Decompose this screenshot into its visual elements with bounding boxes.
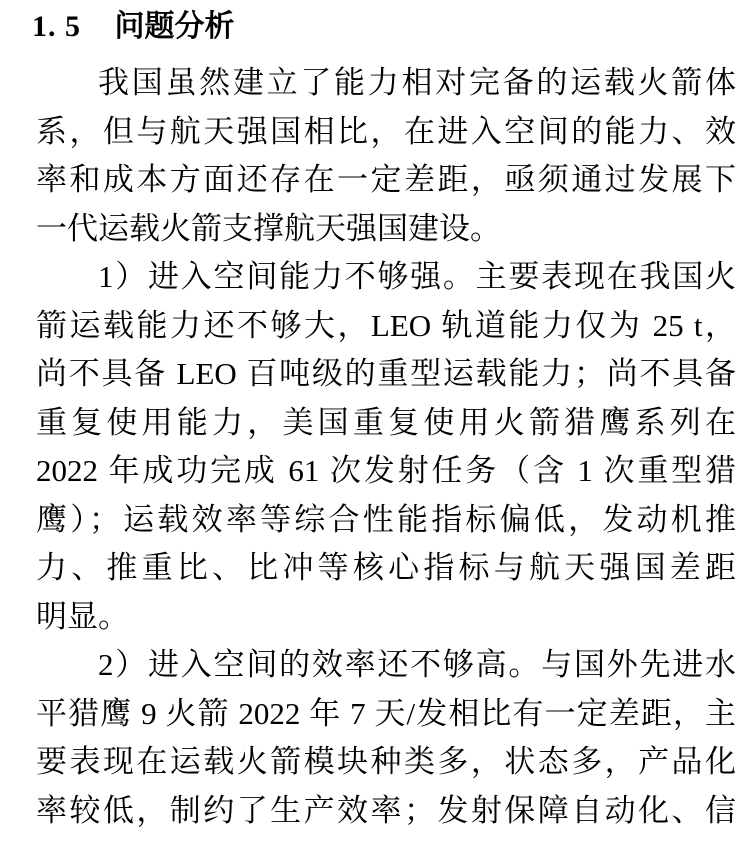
text-line: 2）进入空间的效率还不够高。与国外先进水 bbox=[98, 647, 736, 682]
section-title: 问题分析 bbox=[114, 10, 235, 43]
text-line: 平猎鹰 9 火箭 2022 年 7 天/发相比有一定差距，主 bbox=[36, 695, 736, 731]
text-line: 尚不具备 LEO 百吨级的重型运载能力；尚不具备 bbox=[36, 356, 736, 391]
text-line: 鹰）；运载效率等综合性能指标偏低，发动机推 bbox=[36, 501, 736, 537]
text-line: 明显。 bbox=[36, 598, 129, 634]
text-line: 我国虽然建立了能力相对完备的运载火箭体 bbox=[98, 65, 736, 100]
text-line: 要表现在运载火箭模块种类多，状态多，产品化 bbox=[36, 744, 736, 779]
text-line: 2022 年成功完成 61 次发射任务（含 1 次重型猎 bbox=[36, 453, 736, 488]
text-line: 力、推重比、比冲等核心指标与航天强国差距 bbox=[36, 550, 736, 585]
section-heading bbox=[32, 8, 736, 46]
text-line: 重复使用能力，美国重复使用火箭猎鹰系列在 bbox=[36, 404, 736, 440]
text-line: 率和成本方面还存在一定差距，亟须通过发展下 bbox=[36, 162, 736, 197]
text-line: 一代运载火箭支撑航天强国建设。 bbox=[36, 210, 501, 246]
text-line: 率较低，制约了生产效率；发射保障自动化、信 bbox=[36, 792, 736, 828]
text-line: 箭运载能力还不够大，LEO 轨道能力仅为 25 t， bbox=[36, 307, 736, 343]
body-text bbox=[36, 59, 736, 835]
text-line: 1）进入空间能力不够强。主要表现在我国火 bbox=[98, 259, 736, 294]
section-number: 1. 5 bbox=[32, 10, 81, 43]
text-line: 系，但与航天强国相比，在进入空间的能力、效 bbox=[36, 113, 736, 149]
